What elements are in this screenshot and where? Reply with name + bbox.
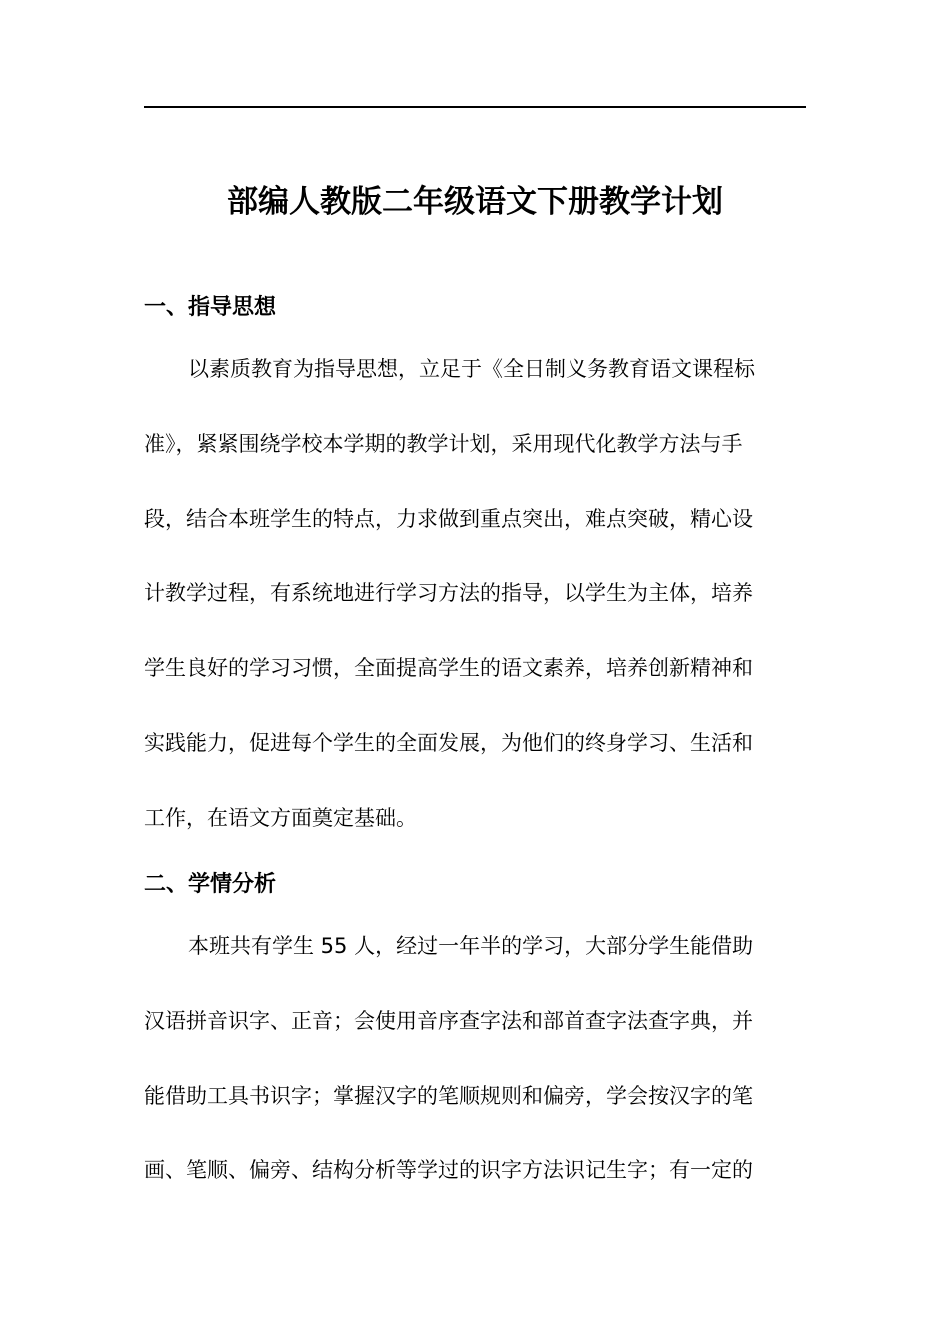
paragraph-line: 汉语拼音识字、正音；会使用音序查字法和部首查字法查字典，并 xyxy=(144,1009,753,1033)
paragraph-line: 计教学过程，有系统地进行学习方法的指导，以学生为主体，培养 xyxy=(144,581,753,605)
paragraph-line: 以素质教育为指导思想，立足于《全日制义务教育语文课程标 xyxy=(188,357,755,381)
paragraph-line: 实践能力，促进每个学生的全面发展，为他们的终身学习、生活和 xyxy=(144,731,753,755)
paragraph-line: 本班共有学生 55 人，经过一年半的学习，大部分学生能借助 xyxy=(188,934,754,958)
header-rule xyxy=(144,106,806,108)
paragraph-line: 工作，在语文方面奠定基础。 xyxy=(144,806,417,830)
paragraph-line: 能借助工具书识字；掌握汉字的笔顺规则和偏旁，学会按汉字的笔 xyxy=(144,1084,753,1108)
paragraph-line: 准》，紧紧围绕学校本学期的教学计划，采用现代化教学方法与手 xyxy=(144,432,743,456)
paragraph-line: 段，结合本班学生的特点，力求做到重点突出，难点突破，精心设 xyxy=(144,507,753,531)
section-heading-guiding-ideology: 一、指导思想 xyxy=(144,295,277,320)
document-title: 部编人教版二年级语文下册教学计划 xyxy=(227,184,723,220)
paragraph-line: 画、笔顺、偏旁、结构分析等学过的识字方法识记生字；有一定的 xyxy=(144,1158,753,1182)
paragraph-line: 学生良好的学习习惯，全面提高学生的语文素养，培养创新精神和 xyxy=(144,656,753,680)
section-heading-student-analysis: 二、学情分析 xyxy=(144,872,277,897)
